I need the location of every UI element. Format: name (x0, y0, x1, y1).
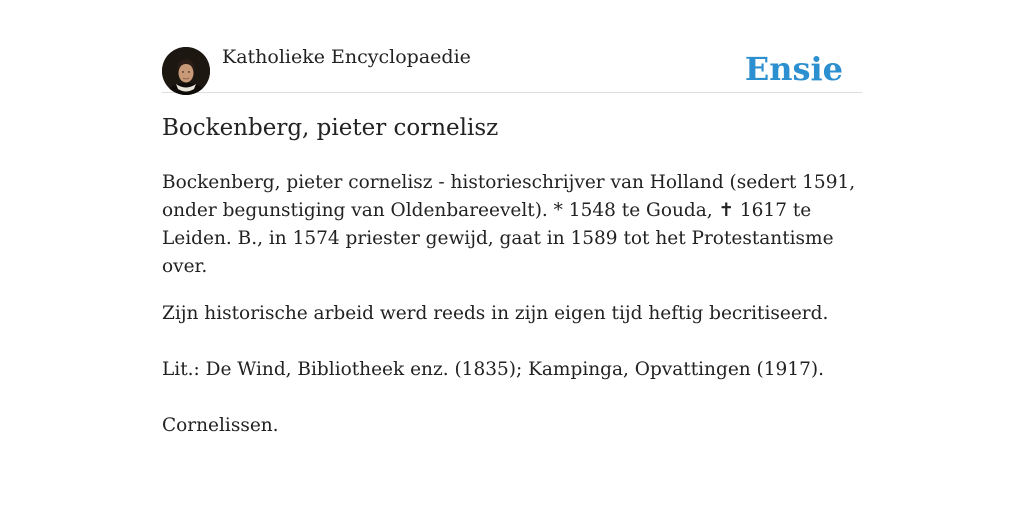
article-paragraph: Zijn historische arbeid werd reeds in zijn eigen tijd heftig becritiseerd. (162, 303, 829, 324)
brand-logo[interactable]: Ensie (744, 50, 843, 88)
portrait-avatar-icon[interactable] (162, 47, 210, 95)
source-name[interactable]: Katholieke Encyclopaedie (222, 46, 471, 68)
header (162, 0, 862, 93)
author-signature: Cornelissen. (162, 415, 279, 436)
literature-paragraph: Lit.: De Wind, Bibliotheek enz. (1835); Kampinga, Opvattingen (1917). (162, 359, 824, 380)
article-page (162, 0, 862, 436)
article-paragraph: Bockenberg, pieter cornelisz - historieschrijver van Holland (sedert 1591, onder begunstiging van Oldenbareevelt). * 1548 te Gouda, ✝ 1617 te Leiden. B., in 1574 priester gewijd, gaat in 1589 tot het Protestantisme over. (162, 172, 856, 277)
article-body (162, 169, 862, 440)
page-title: Bockenberg, pieter cornelisz (162, 115, 499, 141)
